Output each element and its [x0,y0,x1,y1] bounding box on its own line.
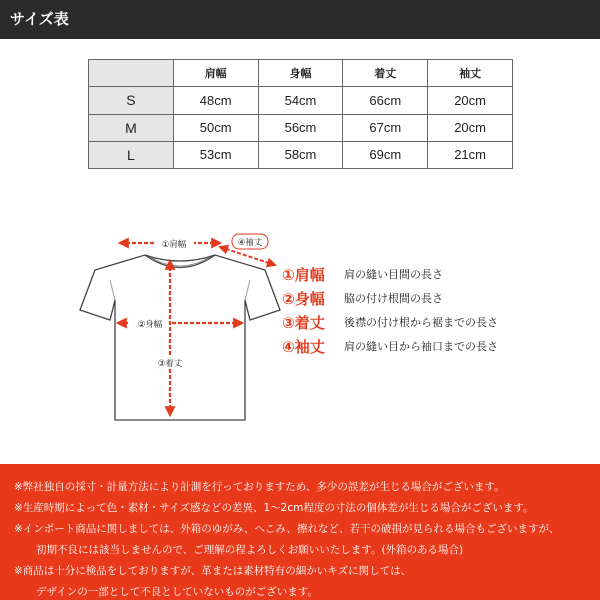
legend-number: ②身幅 [282,289,325,308]
size-label: S [89,87,174,114]
table-cell: 67cm [343,114,428,141]
table-cell: 20cm [428,114,513,141]
table-cell: 56cm [258,114,343,141]
table-cell: 20cm [428,87,513,114]
shoulder-label: ①肩幅 [161,240,187,250]
legend-description: 後襟の付け根から裾までの長さ [344,316,498,329]
table-row [89,87,513,114]
table-cell: 54cm [258,87,343,114]
table-cell: 58cm [258,141,343,168]
length-label: ③着丈 [157,359,183,369]
table-row [89,114,513,141]
note-line: ※弊社独自の採寸・計量方法により計測を行っておりますため、多少の誤差が生じる場合がございます。 [14,481,505,493]
legend-description: 肩の縫い目から袖口までの長さ [344,340,498,353]
legend-number: ③着丈 [282,313,325,332]
legend-number: ④袖丈 [282,337,325,356]
note-line: ※商品は十分に検品をしておりますが、革または素材特有の細かいキズに関しては、 [14,565,412,577]
column-header: 肩幅 [173,60,258,87]
note-line: デザインの一部として不良としていないものがございます。 [36,586,318,598]
column-header: 袖丈 [428,60,513,87]
column-header: 着丈 [343,60,428,87]
legend-item [282,335,498,357]
note-line: ※インポート商品に関しましては、外箱のゆがみ、へこみ、擦れなど、若干の破損が見られる場合もございますが、 [14,523,560,535]
note-line: 初期不良には該当しませんので、ご理解の程よろしくお願いいたします。(外箱のある場合) [36,544,464,556]
page-title: サイズ表 [10,10,69,28]
table-cell: 48cm [173,87,258,114]
note-line: ※生産時期によって色・素材・サイズ感などの差異、1～2cm程度の寸法の個体差が生じる場合がございます。 [14,502,534,514]
table-cell: 53cm [173,141,258,168]
table-row [89,141,513,168]
legend-item [282,311,498,333]
tshirt-outline [80,255,280,420]
table-cell: 50cm [173,114,258,141]
page-header [0,0,600,39]
tshirt-diagram [70,225,290,430]
size-label: M [89,114,174,141]
legend-item [282,263,443,285]
notes-panel [0,464,600,600]
legend-description: 肩の縫い目間の長さ [344,268,443,281]
table-corner-cell [89,60,174,87]
size-table [88,59,513,169]
legend-item [282,287,443,309]
table-cell: 66cm [343,87,428,114]
column-header: 身幅 [258,60,343,87]
table-header-row [89,60,513,87]
legend-description: 脇の付け根間の長さ [344,292,443,305]
width-label: ②身幅 [137,320,163,330]
size-label: L [89,141,174,168]
table-cell: 69cm [343,141,428,168]
sleeve-label: ④袖丈 [237,238,263,248]
legend-number: ①肩幅 [282,265,325,284]
table-cell: 21cm [428,141,513,168]
